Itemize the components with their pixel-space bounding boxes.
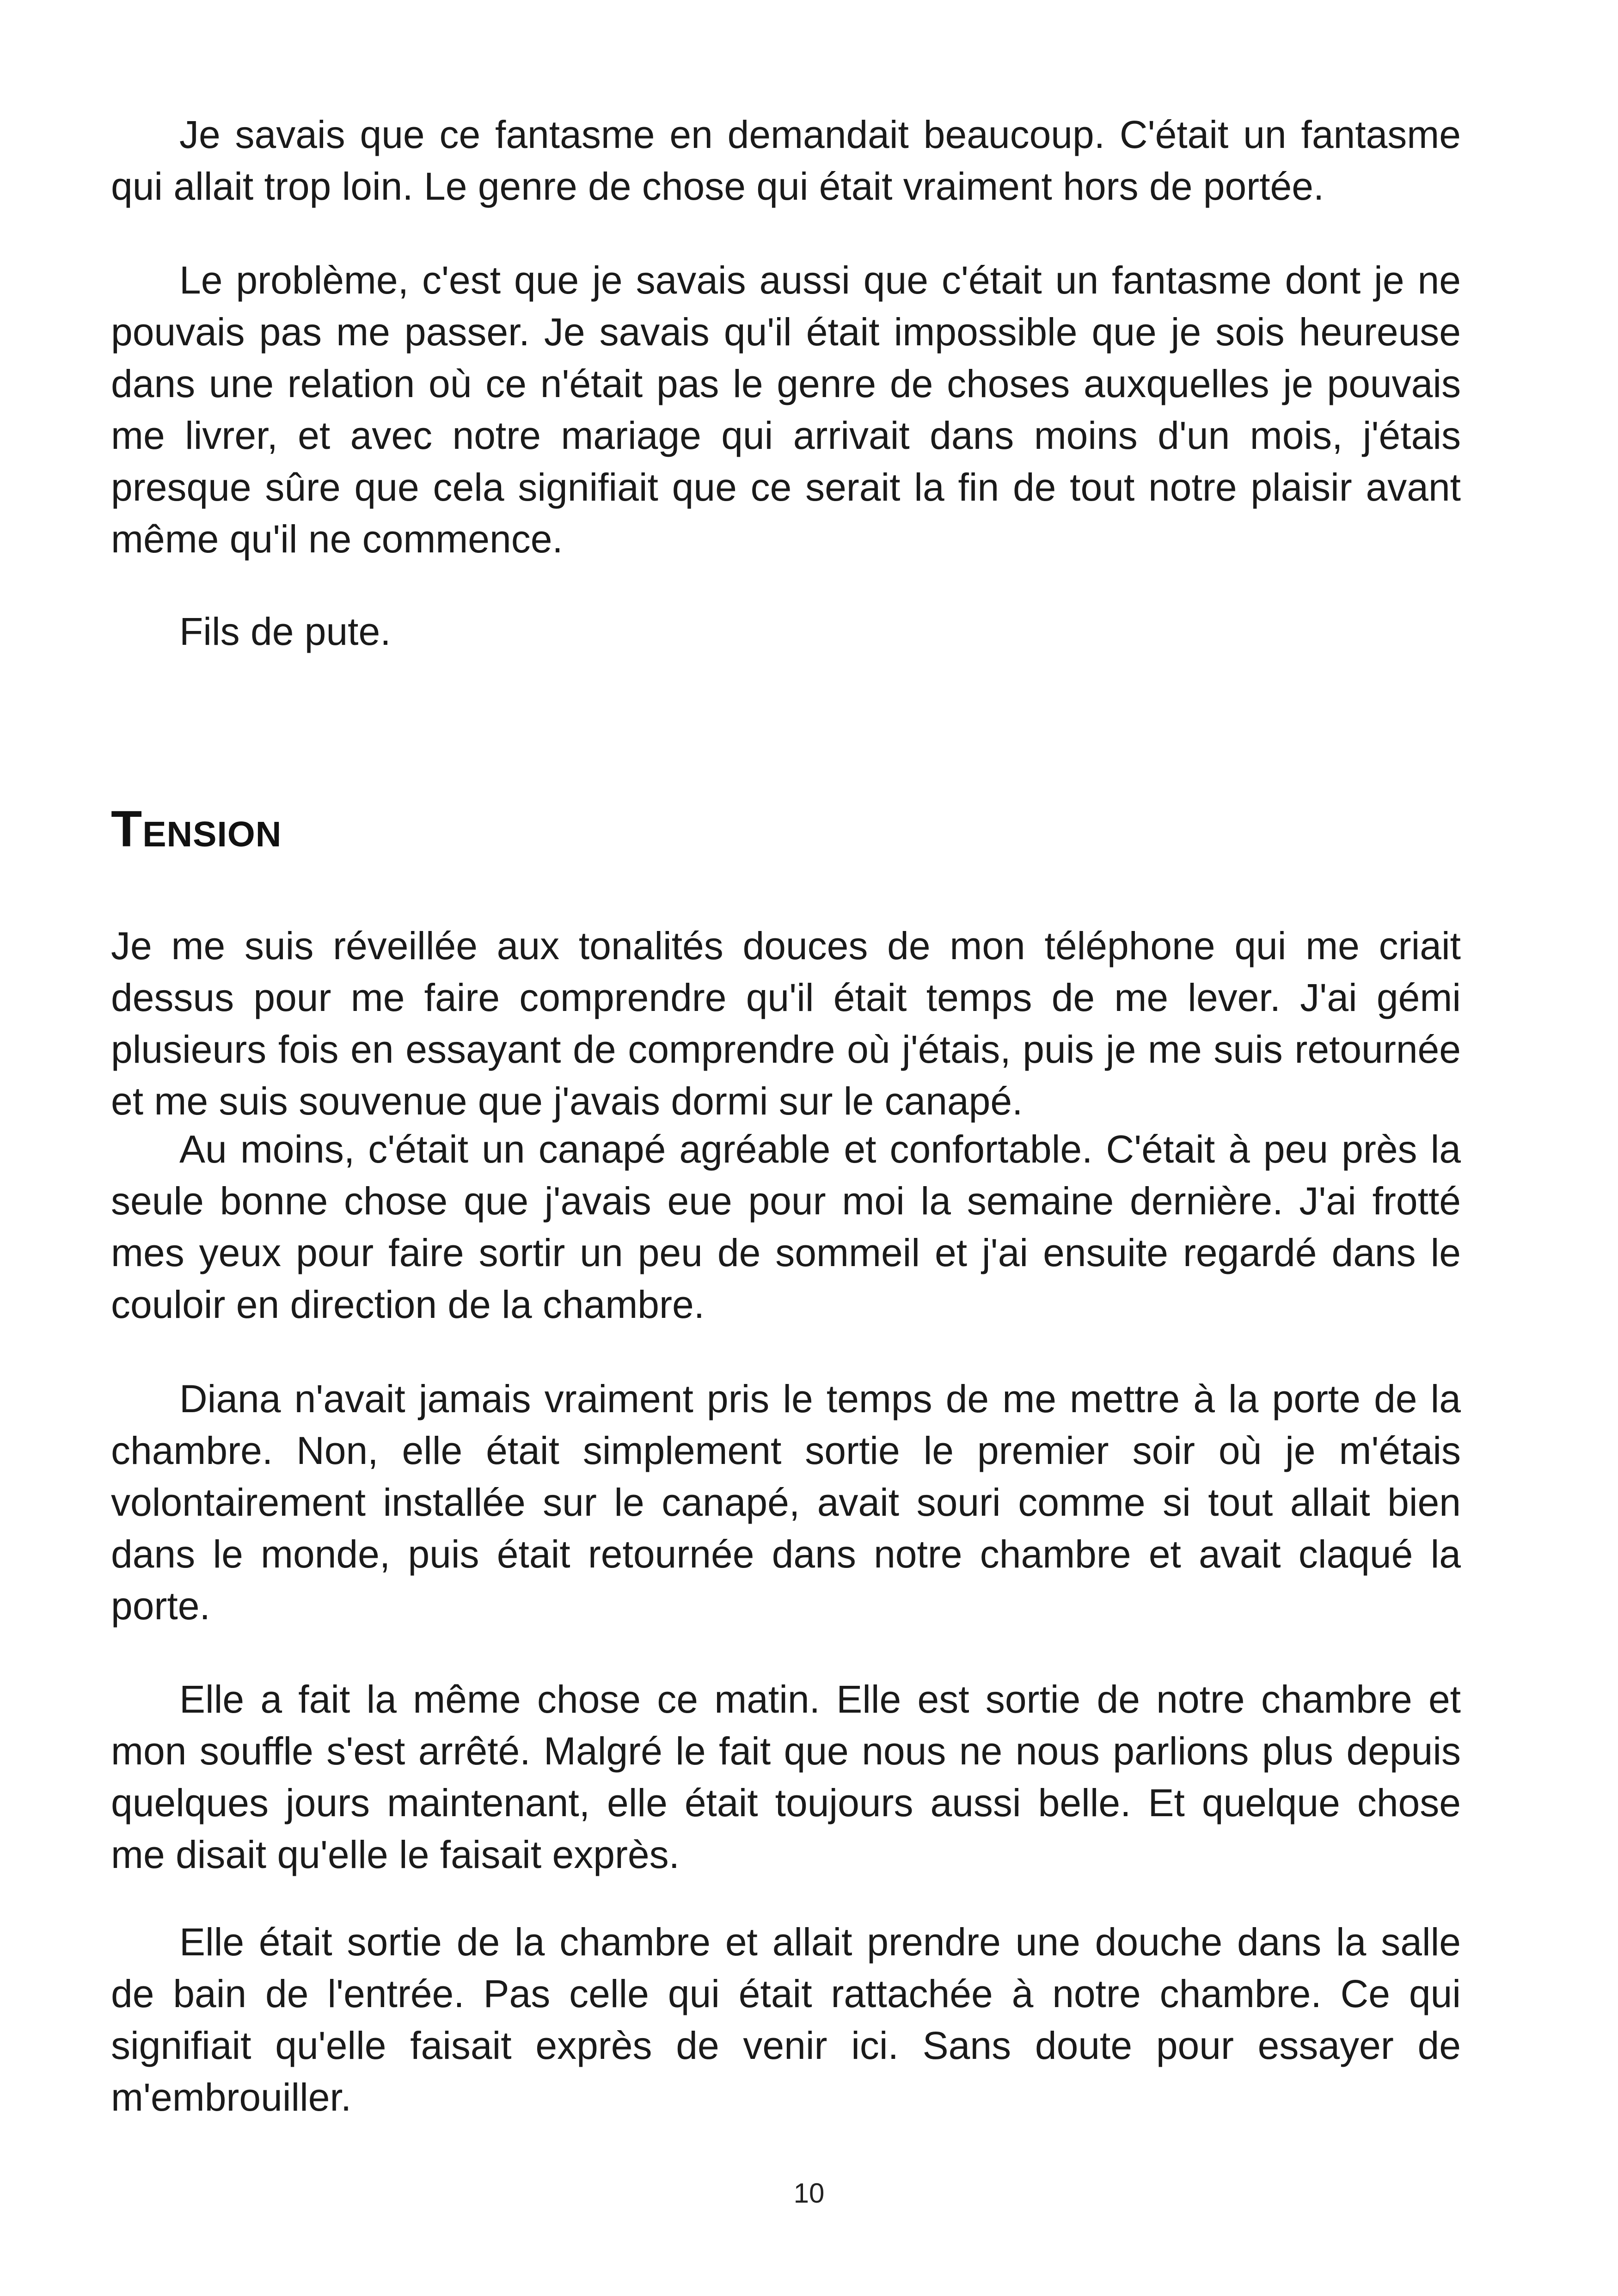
chapter-paragraph-5-block <box>111 1916 1461 2123</box>
chapter-body-block <box>111 920 1461 1127</box>
paragraph-3: Fils de pute. <box>179 610 391 653</box>
top-paragraph-1-block <box>111 109 1461 212</box>
top-paragraph-2-block <box>111 254 1461 565</box>
chapter-paragraph-3: Diana n'avait jamais vraiment pris le temps de me mettre à la porte de la chambre. Non, elle était simplement sortie le premier soir où je m'étais volontairement installée sur le canapé, avait souri comme si tout allait bien dans le monde, puis était retournée dans notre chambre et avait claqué la porte. <box>111 1377 1461 1628</box>
chapter-paragraph-3-block <box>111 1373 1461 1632</box>
chapter-paragraph-5: Elle était sortie de la chambre et allait prendre une douche dans la salle de bain de l'entrée. Pas celle qui était rattachée à notre chambre. Ce qui signifiait qu'elle faisait exprès de venir ici. Sans doute pour essayer de m'embrouiller. <box>111 1920 1461 2119</box>
chapter-paragraph-4-block <box>111 1673 1461 1880</box>
chapter-paragraph-2: Au moins, c'était un canapé agréable et confortable. C'était à peu près la seule bonne chose que j'avais eue pour moi la semaine dernière. J'ai frotté mes yeux pour faire sortir un peu de sommeil et j'ai ensuite regardé dans le couloir en direction de la chambre. <box>111 1127 1461 1326</box>
chapter-paragraph-2-block <box>111 1123 1461 1330</box>
paragraph-1: Je savais que ce fantasme en demandait beaucoup. C'était un fantasme qui allait trop loin. Le genre de chose qui était vraiment hors de portée. <box>111 113 1461 208</box>
top-paragraph-3-block <box>111 606 1461 657</box>
chapter-opening-paragraph: Je me suis réveillée aux tonalités douces de mon téléphone qui me criait dessus pour me faire comprendre qu'il était temps de me lever. J'ai gémi plusieurs fois en essayant de comprendre où j'étais, puis je me suis retournée et me suis souvenue que j'avais dormi sur le canapé. <box>111 924 1461 1123</box>
page-number: 10 <box>793 2178 825 2209</box>
chapter-paragraph-4: Elle a fait la même chose ce matin. Elle est sortie de notre chambre et mon souffle s'est arrêté. Malgré le fait que nous ne nous parlions plus depuis quelques jours maintenant, elle était toujours aussi belle. Et quelque chose me disait qu'elle le faisait exprès. <box>111 1678 1461 1876</box>
chapter-title: Tension <box>111 801 282 857</box>
paragraph-2: Le problème, c'est que je savais aussi que c'était un fantasme dont je ne pouvais pas me passer. Je savais qu'il était impossible que je sois heureuse dans une relation où ce n'était pas le genre de choses auxquelles je pouvais me livrer, et avec notre mariage qui arrivait dans moins d'un mois, j'étais presque sûre que cela signifiait que ce serait la fin de tout notre plaisir avant même qu'il ne commence. <box>111 258 1461 561</box>
